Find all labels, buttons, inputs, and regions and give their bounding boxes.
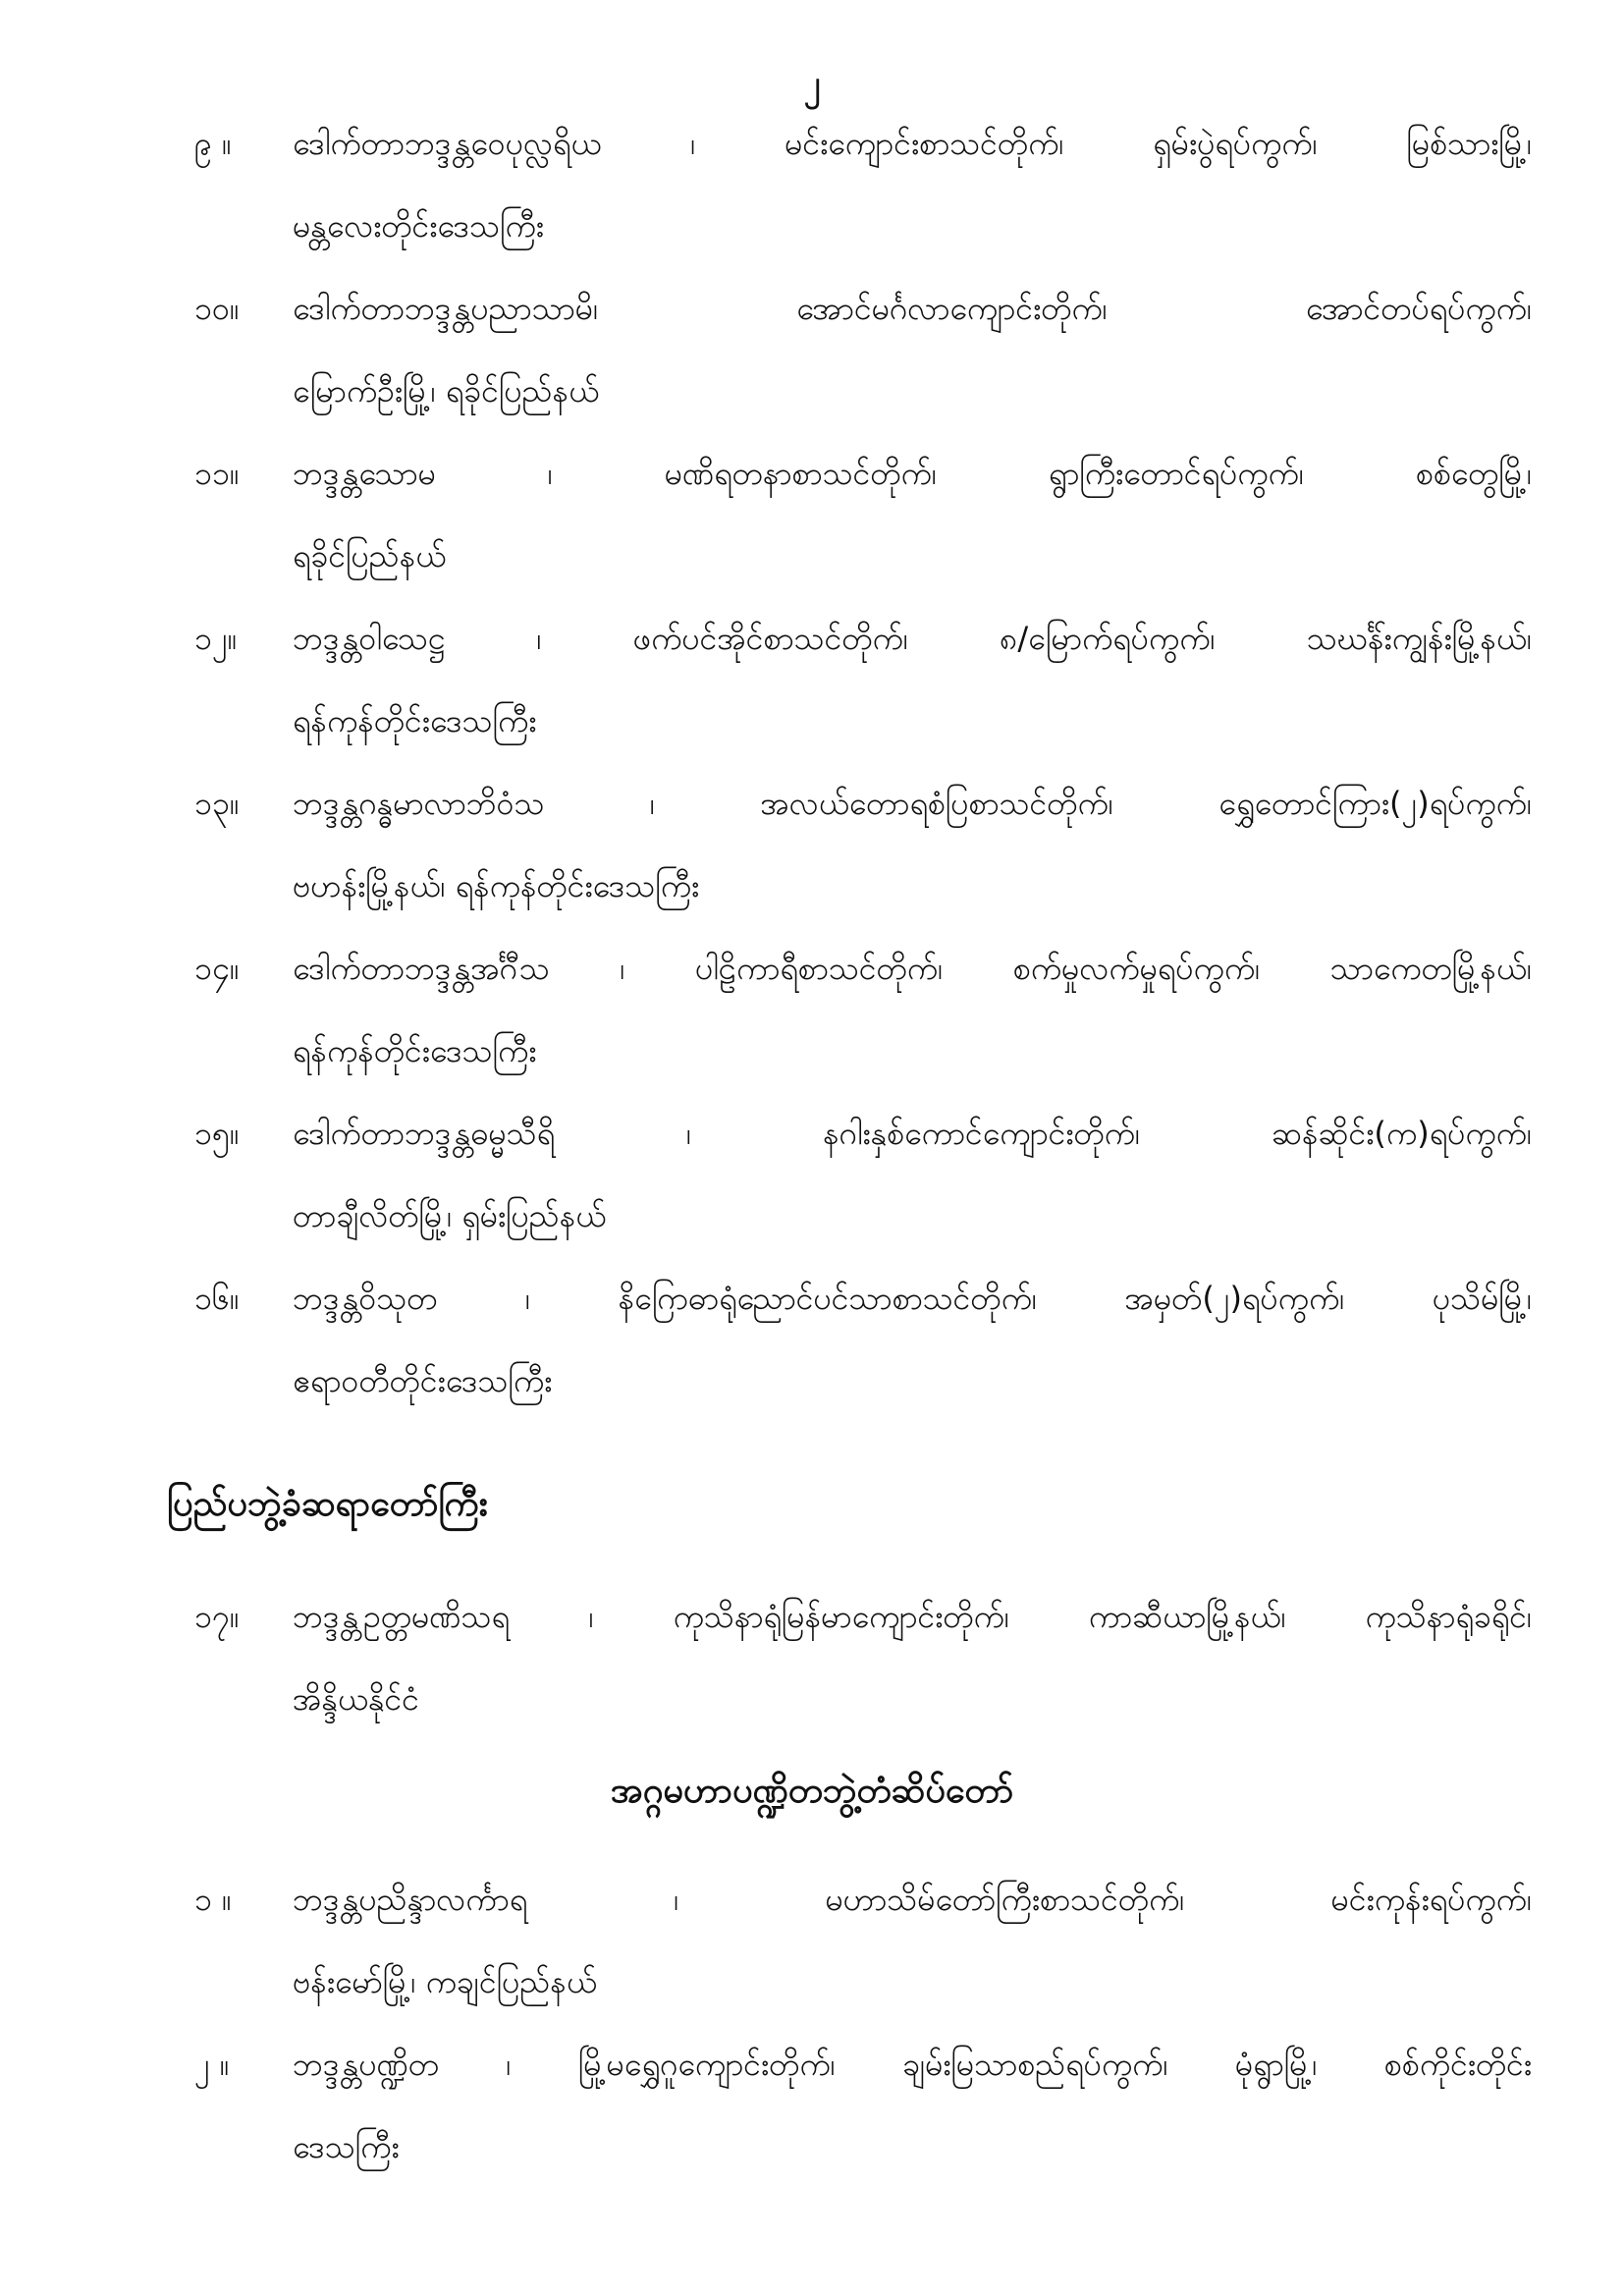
item-line: မန္တလေးတိုင်းဒေသကြီး bbox=[293, 207, 544, 245]
item-line: ရခိုင်ပြည်နယ် bbox=[293, 537, 447, 574]
section-heading: ပြည်ပဘွဲ့ခံဆရာတော်ကြီး bbox=[167, 1484, 488, 1524]
item-line: ဧရာဝတီတိုင်းဒေသကြီး bbox=[293, 1362, 553, 1399]
item-line: ဘဒ္ဒန္တသောမ ၊ မဏိရတနာစာသင်တိုက်၊ ရွာကြီးတောင်ရပ်ကွက်၊ စစ်တွေမြို့၊ bbox=[293, 455, 1532, 492]
item-line: ဒေါက်တာဘဒ္ဒန္တဓမ္မသီရိ ၊ နဂါးနှစ်ကောင်ကျောင်းတိုက်၊ ဆန်ဆိုင်း(က)ရပ်ကွက်၊ bbox=[293, 1115, 1532, 1152]
item-line: ဘဒ္ဒန္တပဏ္ဍိတ ၊ မြို့မရွှေဂူကျောင်းတိုက်၊ ချမ်းမြသာစည်ရပ်ကွက်၊ မုံရွာမြို့၊ စစ်ကိုင်းတိုင်း bbox=[293, 2046, 1532, 2083]
item-line: ဗန်းမော်မြို့၊ ကချင်ပြည်နယ် bbox=[293, 1963, 597, 2000]
item-number: ၁၀။ bbox=[194, 290, 240, 327]
item-number: ၁ ။ bbox=[194, 1881, 232, 1918]
item-line: ဘဒ္ဒန္တဝါသေဋ္ဌ ၊ ဖက်ပင်အိုင်စာသင်တိုက်၊ ၈/မြောက်ရပ်ကွက်၊ သဃင်္န်းကျွန်းမြို့နယ်၊ bbox=[293, 620, 1532, 657]
item-line: ဘဒ္ဒန္တဂန္ဓမာလာဘိဝံသ ၊ အလယ်တောရစံပြစာသင်တိုက်၊ ရွှေတောင်ကြား(၂)ရပ်ကွက်၊ bbox=[293, 785, 1532, 822]
item-line: ဗဟန်းမြို့နယ်၊ ရန်ကုန်တိုင်းဒေသကြီး bbox=[293, 867, 700, 904]
item-number: ၉ ။ bbox=[194, 125, 232, 162]
item-line: ဒေါက်တာဘဒ္ဒန္တဝေပုလ္လရိယ ၊ မင်းကျောင်းစာသင်တိုက်၊ ရှမ်းပွဲရပ်ကွက်၊ မြစ်သားမြို့၊ bbox=[293, 125, 1532, 162]
item-line: ရန်ကုန်တိုင်းဒေသကြီး bbox=[293, 702, 537, 739]
item-line: ရန်ကုန်တိုင်းဒေသကြီး bbox=[293, 1032, 537, 1069]
item-number: ၂ ။ bbox=[194, 2046, 230, 2083]
item-line: မြောက်ဦးမြို့၊ ရခိုင်ပြည်နယ် bbox=[293, 372, 600, 410]
item-line: ဒေါက်တာဘဒ္ဒန္တပညာသာမိ၊ အောင်မင်္ဂလာကျောင်းတိုက်၊ အောင်တပ်ရပ်ကွက်၊ bbox=[293, 290, 1532, 327]
item-number: ၁၄။ bbox=[194, 950, 240, 987]
item-line: ဘဒ္ဒန္တပညိန္ဒာလင်္ကာရ ၊ မဟာသိမ်တော်ကြီးစာသင်တိုက်၊ မင်းကုန်းရပ်ကွက်၊ bbox=[293, 1881, 1532, 1918]
item-number: ၁၃။ bbox=[194, 785, 240, 822]
page-number: ၂ bbox=[803, 64, 821, 103]
item-line: ဘဒ္ဒန္တဝိသုတ ၊ နိဂြောဓာရုံညောင်ပင်သာစာသင်တိုက်၊ အမှတ်(၂)ရပ်ကွက်၊ ပုသိမ်မြို့၊ bbox=[293, 1280, 1532, 1317]
item-number: ၁၂။ bbox=[194, 620, 238, 657]
center-heading: အဂ္ဂမဟာပဏ္ဍိတဘွဲ့တံဆိပ်တော် bbox=[610, 1771, 1014, 1811]
item-line: ဒေသကြီး bbox=[293, 2128, 400, 2165]
item-line: ဒေါက်တာဘဒ္ဒန္တအင်္ဂီသ ၊ ပါဠိကာရီစာသင်တိုက်၊ စက်မှုလက်မှုရပ်ကွက်၊ သာကေတမြို့နယ်၊ bbox=[293, 950, 1532, 987]
item-number: ၁၅။ bbox=[194, 1115, 240, 1152]
item-number: ၁၇။ bbox=[194, 1598, 240, 1635]
item-number: ၁၁။ bbox=[194, 455, 240, 492]
item-line: အိန္ဒိယနိုင်ငံ bbox=[293, 1680, 419, 1718]
item-line: ဘဒ္ဒန္တဥတ္တမဏိသရ ၊ ကုသိနာရုံမြန်မာကျောင်းတိုက်၊ ကာဆီယာမြို့နယ်၊ ကုသိနာရုံခရိုင်၊ bbox=[293, 1598, 1532, 1635]
item-line: တာချီလိတ်မြို့၊ ရှမ်းပြည်နယ် bbox=[293, 1197, 607, 1234]
item-number: ၁၆။ bbox=[194, 1280, 240, 1317]
